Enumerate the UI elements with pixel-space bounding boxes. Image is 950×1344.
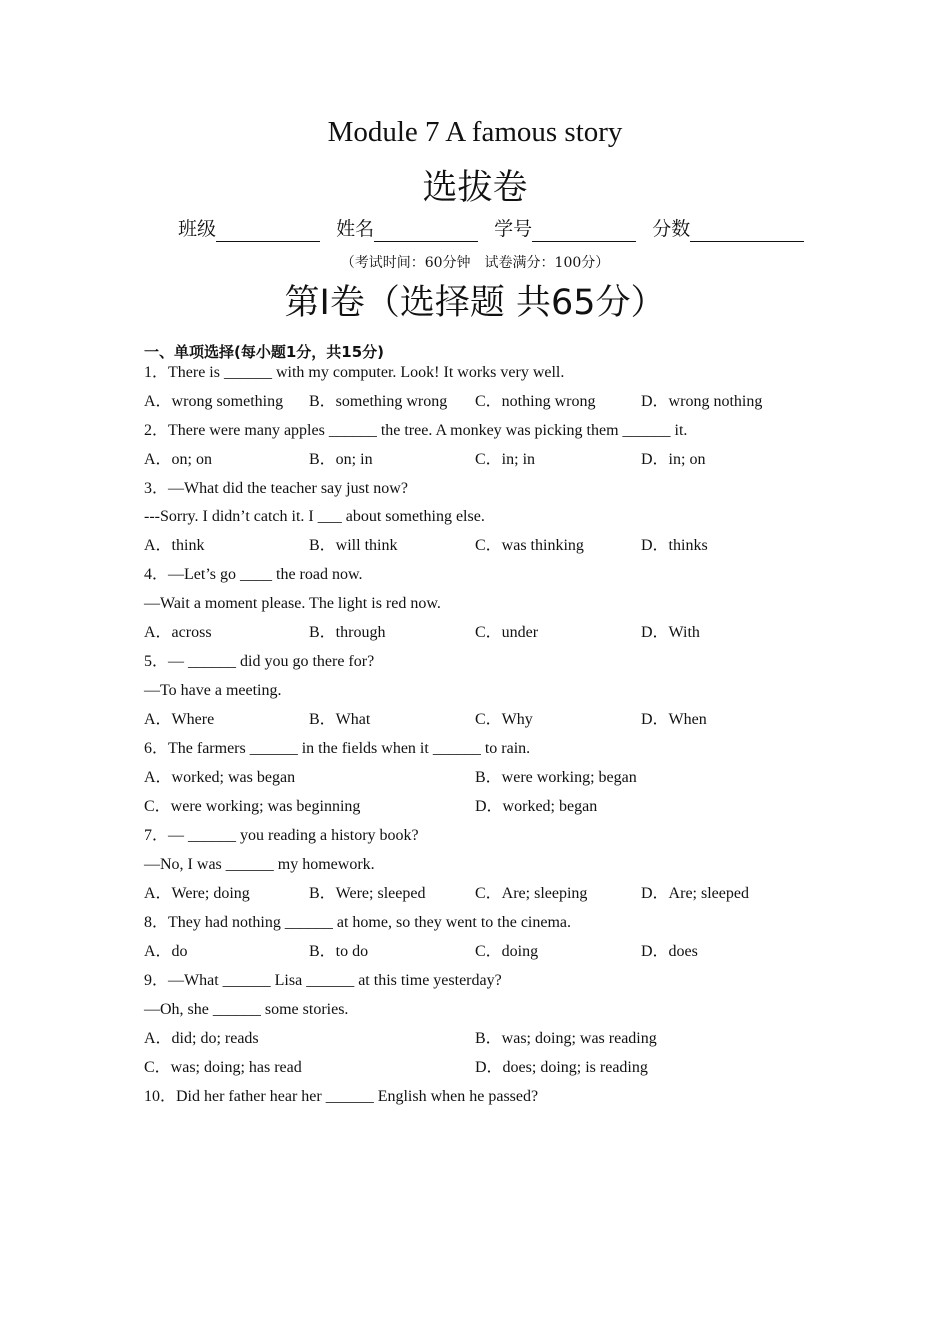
field-label-name: 姓名	[336, 218, 375, 240]
option[interactable]: D．When	[641, 711, 707, 728]
question-line: 9．—What ______ Lisa ______ at this time yesterday?	[144, 972, 502, 989]
field-label-number: 学号	[494, 218, 533, 240]
option[interactable]: C．nothing wrong	[475, 393, 596, 410]
question-line: —Wait a moment please. The light is red now.	[144, 595, 441, 612]
option[interactable]: B．through	[309, 624, 386, 641]
option[interactable]: B．to do	[309, 943, 369, 960]
question-line: 5．— ______ did you go there for?	[144, 653, 375, 670]
question-line: 4．—Let’s go ____ the road now.	[144, 566, 363, 583]
option[interactable]: C．Are; sleeping	[475, 885, 588, 902]
option[interactable]: C．under	[475, 624, 539, 641]
option[interactable]: D．in; on	[641, 451, 706, 468]
question-line: 6．The farmers ______ in the fields when it ______ to rain.	[144, 740, 531, 757]
option[interactable]: A．Were; doing	[144, 885, 250, 902]
field-label-score: 分数	[652, 218, 691, 240]
question-line: 2．There were many apples ______ the tree. A monkey was picking them ______ it.	[144, 422, 688, 439]
option[interactable]: D．Are; sleeped	[641, 885, 749, 902]
option[interactable]: D．does; doing; is reading	[475, 1059, 648, 1076]
field-blank-name[interactable]	[374, 221, 478, 242]
question-line: —To have a meeting.	[144, 682, 282, 699]
option[interactable]: A．worked; was began	[144, 769, 296, 786]
option[interactable]: A．do	[144, 943, 188, 960]
option[interactable]: A．think	[144, 537, 205, 554]
option[interactable]: B．something wrong	[309, 393, 448, 410]
question-line: —No, I was ______ my homework.	[144, 856, 375, 873]
question-line: 8．They had nothing ______ at home, so they went to the cinema.	[144, 914, 572, 931]
option[interactable]: A．Where	[144, 711, 215, 728]
field-blank-number[interactable]	[532, 221, 636, 242]
option[interactable]: B．on; in	[309, 451, 373, 468]
option[interactable]: C．in; in	[475, 451, 536, 468]
question-line: 7．— ______ you reading a history book?	[144, 827, 419, 844]
question-line: 10．Did her father hear her ______ English when he passed?	[144, 1088, 539, 1105]
option[interactable]: C．Why	[475, 711, 533, 728]
option[interactable]: C．was; doing; has read	[144, 1059, 302, 1076]
field-blank-score[interactable]	[690, 221, 804, 242]
student-info-fields	[178, 216, 804, 242]
option[interactable]: B．was; doing; was reading	[475, 1030, 657, 1047]
option[interactable]: D．worked; began	[475, 798, 598, 815]
option[interactable]: C．was thinking	[475, 537, 584, 554]
field-label-class: 班级	[178, 218, 217, 240]
option[interactable]: D．With	[641, 624, 700, 641]
option[interactable]: B．What	[309, 711, 371, 728]
field-blank-class[interactable]	[216, 221, 320, 242]
option[interactable]: C．were working; was beginning	[144, 798, 361, 815]
section-heading: 第Ⅰ卷（选择题 共65分）	[284, 283, 666, 323]
option[interactable]: D．thinks	[641, 537, 708, 554]
page-subtitle: 选拔卷	[422, 168, 528, 208]
option[interactable]: B．Were; sleeped	[309, 885, 426, 902]
option[interactable]: A．did; do; reads	[144, 1030, 259, 1047]
exam-info: （考试时间：60分钟 试卷满分：100分）	[340, 255, 610, 271]
part-heading: 一、单项选择(每小题1分，共15分)	[144, 343, 385, 361]
question-line: —Oh, she ______ some stories.	[144, 1001, 349, 1018]
question-line: 3．—What did the teacher say just now?	[144, 480, 408, 497]
option[interactable]: B．were working; began	[475, 769, 637, 786]
question-line: 1．There is ______ with my computer. Look! It works very well.	[144, 364, 565, 381]
option[interactable]: C．doing	[475, 943, 539, 960]
option[interactable]: D．does	[641, 943, 698, 960]
option[interactable]: B．will think	[309, 537, 398, 554]
option[interactable]: A．across	[144, 624, 212, 641]
option[interactable]: A．on; on	[144, 451, 213, 468]
option[interactable]: D．wrong nothing	[641, 393, 763, 410]
page-title: Module 7 A famous story	[327, 116, 623, 148]
question-line: ---Sorry. I didn’t catch it. I ___ about something else.	[144, 508, 485, 525]
option[interactable]: A．wrong something	[144, 393, 284, 410]
